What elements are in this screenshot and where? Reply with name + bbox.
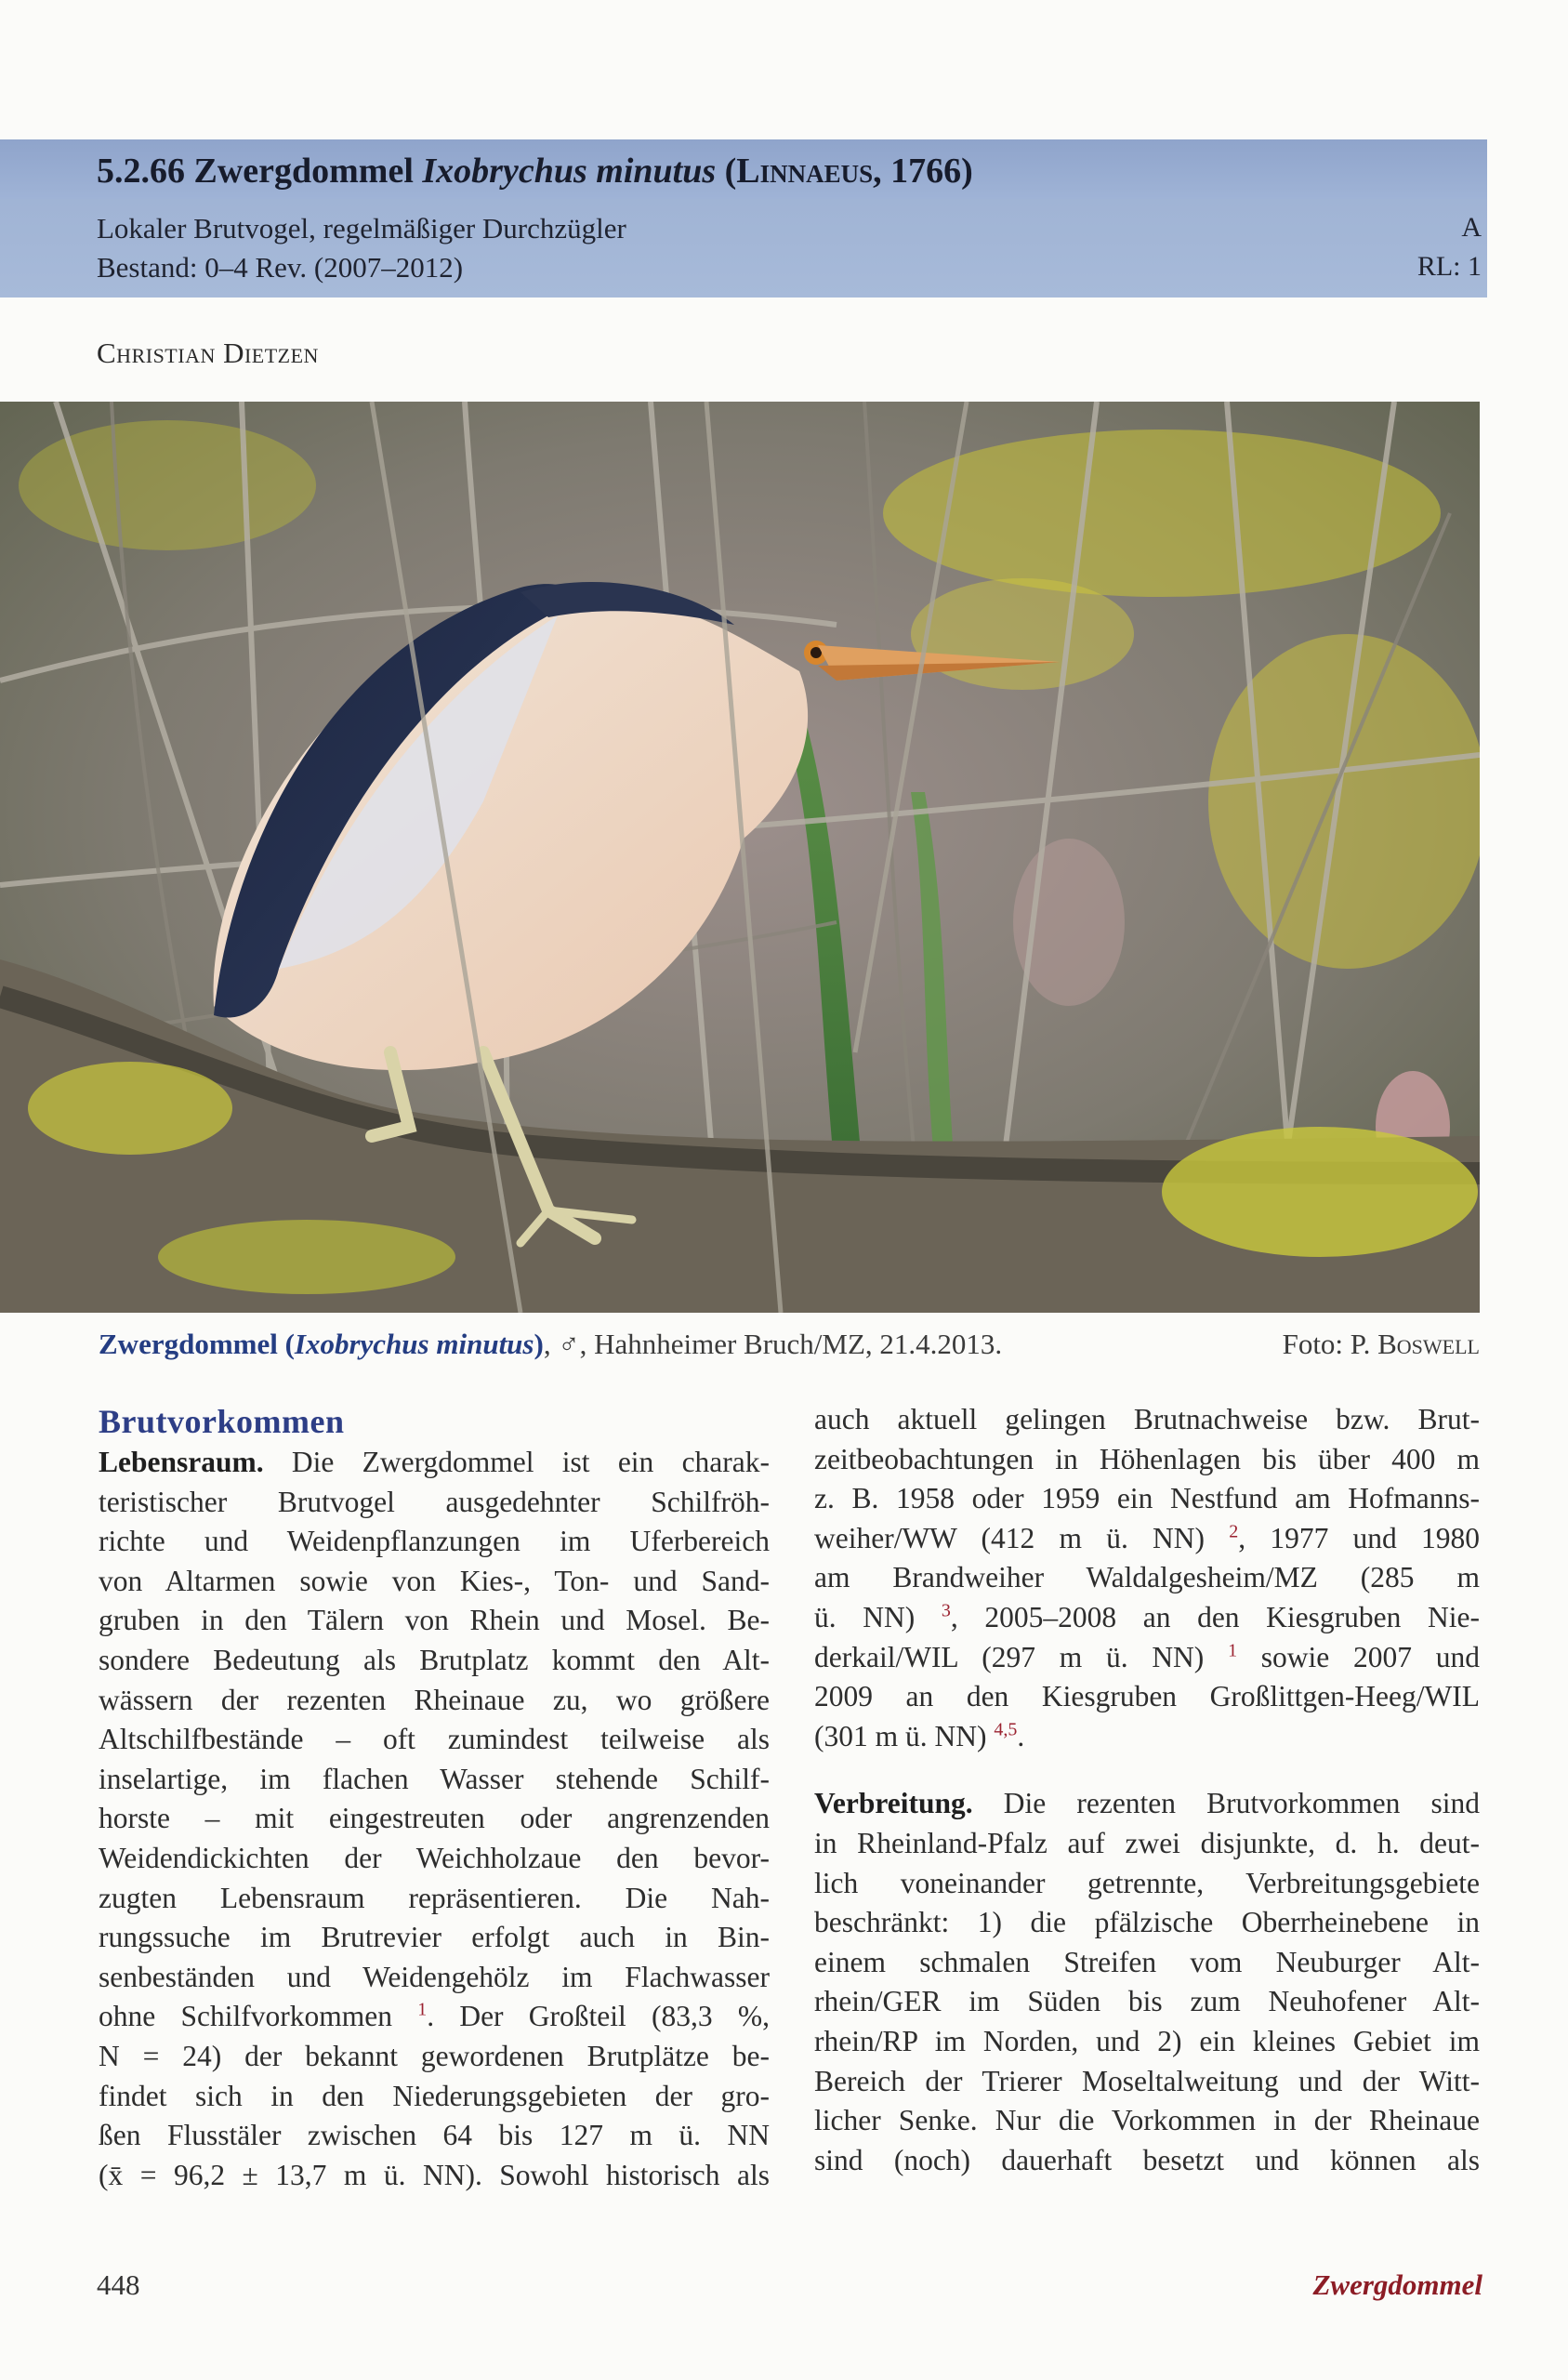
text-line: lich voneinander getrennte, Verbreitungsgebiete (814, 1866, 1480, 1899)
text-line: zugten Lebensraum repräsentieren. Die Nah- (99, 1881, 770, 1914)
population-text: Bestand: 0–4 Rev. (2007–2012) (97, 251, 464, 284)
status-text: Lokaler Brutvogel, regelmäßiger Durchzügler (97, 212, 626, 245)
text-line: Lebensraum. Die Zwergdommel ist ein charak- (99, 1446, 770, 1478)
photo-caption: Zwergdommel (Ixobrychus minutus), ♂, Hahnheimer Bruch/MZ, 21.4.2013. Foto: P. Boswell (99, 1328, 1480, 1360)
text-line: weiher/WW (412 m ü. NN) $^2$, 1977 und 1980 (814, 1521, 1481, 1554)
text-line: findet sich in den Niederungsgebieten der gro- (99, 2079, 770, 2112)
category-code: A (1461, 212, 1482, 243)
text-line: in Rheinland-Pfalz auf zwei disjunkte, d. h. deut- (814, 1826, 1480, 1859)
page-number: 448 (97, 2268, 140, 2301)
text-line: sind (noch) dauerhaft besetzt und können als (814, 2143, 1480, 2176)
footnote-ref: 4,5 (994, 1719, 1018, 1740)
section-number: 5.2.66 (97, 152, 185, 191)
text-line: am Brandweiher Waldalgesheim/MZ (285 m (814, 1561, 1480, 1594)
text-line: richte und Weidenpflanzungen im Uferbereich (99, 1525, 770, 1558)
text-line: N = 24) der bekannt gewordenen Brutplätze be- (99, 2039, 770, 2072)
text-line: 2009 an den Kiesgruben Großlittgen-Heeg/WIL (814, 1680, 1480, 1713)
text-line: einem schmalen Streifen vom Neuburger Alt- (814, 1945, 1480, 1978)
common-name: Zwergdommel (193, 152, 414, 191)
photographer-name: Boswell (1377, 1328, 1480, 1360)
text-line: Altschilfbestände – oft zumindest teilweise als (99, 1723, 770, 1756)
author-name: Christian Dietzen (97, 337, 319, 369)
text-line: Verbreitung. Die rezenten Brutvorkommen sind (814, 1787, 1481, 1820)
text-line: z. B. 1958 oder 1959 ein Nestfund am Hofmanns- (814, 1482, 1480, 1515)
text-line: derkail/WIL (297 m ü. NN) $^1$ sowie 2007 und (814, 1640, 1481, 1673)
scientific-name: Ixobrychus minutus (422, 152, 717, 191)
caption-details: , ♂, Hahnheimer Bruch/MZ, 21.4.2013. (543, 1328, 1003, 1360)
text-line: senbeständen und Weidengehölz im Flachwasser (99, 1960, 770, 1993)
footnote-ref: 1 (417, 1999, 428, 2020)
right-column (814, 1400, 1480, 2180)
text-line: zeitbeobachtungen in Höhenlagen bis über 400 m (814, 1442, 1480, 1475)
text-line: horste – mit eingestreuten oder angrenzenden (99, 1802, 770, 1835)
footnote-ref: 3 (941, 1600, 951, 1621)
caption-name: Zwergdommel ( (99, 1328, 295, 1360)
text-line: beschränkt: 1) die pfälzische Oberrheinebene in (814, 1906, 1480, 1939)
text-line: ü. NN) $^3$, 2005–2008 an den Kiesgruben Nie- (814, 1600, 1480, 1633)
text-line: ßen Flusstäler zwischen 64 bis 127 m ü. NN (99, 2119, 770, 2152)
footnote-ref: 2 (1229, 1521, 1239, 1542)
text-line: Weidendickichten der Weichholzaue den bevor- (99, 1841, 770, 1874)
authority-name: Linnaeus (736, 152, 874, 191)
text-line: licher Senke. Nur die Vorkommen in der Rheinaue (814, 2104, 1480, 2137)
section-title: 5.2.66 Zwergdommel Ixobrychus minutus (Linnaeus, 1766) (97, 152, 973, 191)
text-line: inselartige, im flachen Wasser stehende Schilf- (99, 1762, 770, 1795)
text-line: von Altarmen sowie von Kies-, Ton- und Sand- (99, 1564, 770, 1597)
left-column (99, 1400, 770, 2195)
running-head: Zwergdommel (1312, 2268, 1482, 2301)
text-line: (x̄ = 96,2 ± 13,7 m ü. NN). Sowohl historisch als (99, 2158, 770, 2191)
red-list-code: RL: 1 (1416, 251, 1482, 282)
authority-year: , 1766) (873, 152, 973, 191)
text-line: rhein/GER im Süden bis zum Neuhofener Alt- (814, 1985, 1480, 2018)
bird-photo-little-bittern-icon (0, 402, 1480, 1313)
photo-credit: Foto: P. Boswell (1282, 1328, 1480, 1360)
footnote-ref: 1 (1228, 1640, 1238, 1661)
text-line: auch aktuell gelingen Brutnachweise bzw. Brut- (814, 1403, 1480, 1435)
text-line: (301 m ü. NN) $^{4,5}$. (814, 1719, 1025, 1752)
text-line: gruben in den Tälern von Rhein und Mosel. Be- (99, 1604, 770, 1637)
text-line: rhein/RP im Norden, und 2) ein kleines Gebiet im (814, 2024, 1480, 2057)
subheading: Verbreitung. (814, 1787, 973, 1820)
subheading: Lebensraum. (99, 1446, 264, 1478)
species-header (0, 139, 1487, 298)
text-line: ohne Schilfvorkommen $^1$. Der Großteil (83,3 %, (99, 1999, 770, 2033)
text-line: sondere Bedeutung als Brutplatz kommt den Alt- (99, 1643, 770, 1676)
text-line: teristischer Brutvogel ausgedehnter Schilfröh- (99, 1485, 770, 1518)
bird-photo (0, 402, 1480, 1313)
text-line: rungssuche im Brutrevier erfolgt auch in Bin- (99, 1921, 770, 1954)
caption-species: Ixobrychus minutus (294, 1328, 534, 1360)
text-line: Bereich der Trierer Moseltalweitung und der Witt- (814, 2064, 1480, 2097)
section-heading: Brutvorkommen (99, 1403, 345, 1440)
text-line: wässern der rezenten Rheinaue zu, wo größere (99, 1683, 770, 1716)
